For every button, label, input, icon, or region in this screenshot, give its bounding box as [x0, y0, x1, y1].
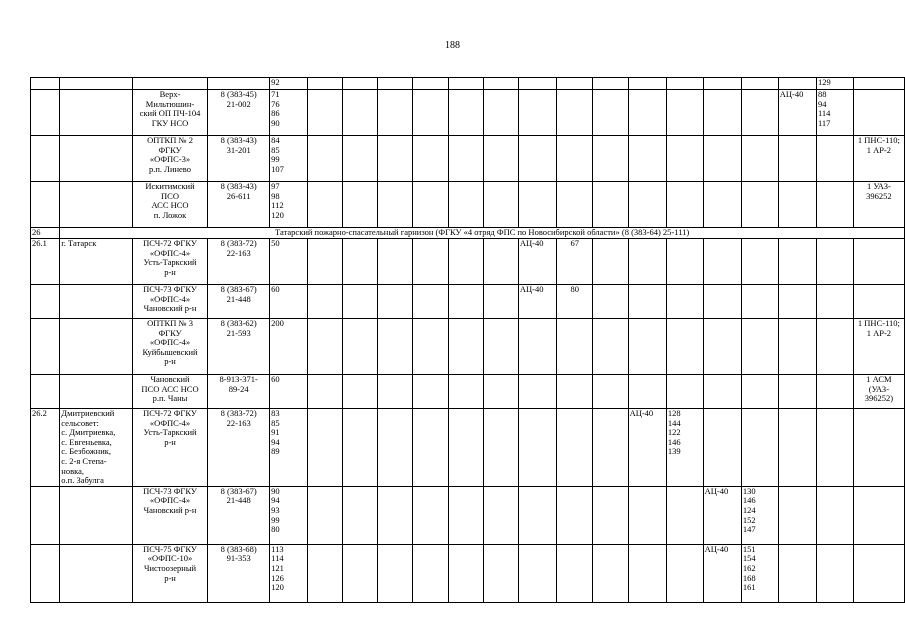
table-cell: 113 114 121 126 120 [270, 544, 308, 602]
table-cell [307, 136, 342, 182]
table-cell [816, 239, 853, 285]
table-cell [666, 375, 703, 409]
table-cell [816, 136, 853, 182]
table-cell [483, 78, 518, 90]
table-cell: 1 ПНС-110; 1 АР-2 [853, 319, 904, 375]
table-cell: 1 АСМ (УАЗ- 396252) [853, 375, 904, 409]
table-cell: 60 [270, 285, 308, 319]
table-row [31, 90, 905, 136]
table-cell [741, 239, 778, 285]
table-cell [666, 136, 703, 182]
table-cell [60, 319, 133, 375]
table-cell: 26 [31, 228, 60, 239]
table-cell [703, 90, 741, 136]
table-cell [557, 486, 593, 544]
table-cell [413, 239, 448, 285]
table-cell [343, 375, 378, 409]
table-row [31, 544, 905, 602]
table-cell [343, 409, 378, 487]
table-cell [703, 409, 741, 487]
table-cell: 8 (383-43) 31-201 [208, 136, 270, 182]
table-cell: 50 [270, 239, 308, 285]
table-cell: ОПТКП № 2 ФГКУ «ОФПС-3» р.п. Линево [132, 136, 207, 182]
table-cell [307, 375, 342, 409]
table-cell [628, 544, 666, 602]
table-cell [413, 319, 448, 375]
table-cell [31, 319, 60, 375]
table-cell [378, 409, 413, 487]
table-cell [778, 182, 816, 228]
table-cell [816, 319, 853, 375]
table-cell [628, 90, 666, 136]
table-cell [31, 136, 60, 182]
table-cell: 92 [270, 78, 308, 90]
table-cell: 80 [557, 285, 593, 319]
table-cell [483, 90, 518, 136]
table-cell [741, 78, 778, 90]
table-cell [628, 375, 666, 409]
table-cell [628, 285, 666, 319]
table-cell [778, 239, 816, 285]
table-cell [448, 544, 483, 602]
table-cell [378, 78, 413, 90]
table-cell [778, 78, 816, 90]
table-cell: 8 (383-67) 21-448 [208, 486, 270, 544]
table-cell: 83 85 91 94 89 [270, 409, 308, 487]
table-cell [343, 136, 378, 182]
table-cell [628, 486, 666, 544]
table-cell [31, 90, 60, 136]
table-cell: ПСЧ-73 ФГКУ «ОФПС-4» Чановский р-н [132, 486, 207, 544]
table-cell [518, 182, 556, 228]
table-cell [132, 78, 207, 90]
table-cell [853, 409, 904, 487]
table-cell [413, 409, 448, 487]
table-cell [483, 182, 518, 228]
table-cell [307, 486, 342, 544]
table-cell [483, 544, 518, 602]
table-cell: Верх- Мильтюшин- ский ОП ПЧ-104 ГКУ НСО [132, 90, 207, 136]
table-cell [343, 285, 378, 319]
table-cell [307, 90, 342, 136]
table-cell [413, 78, 448, 90]
table-cell: 151 154 162 168 161 [741, 544, 778, 602]
table-cell [666, 182, 703, 228]
table-cell [60, 90, 133, 136]
table-row [31, 136, 905, 182]
table-cell [741, 90, 778, 136]
table-cell [628, 319, 666, 375]
table-cell [307, 78, 342, 90]
table-cell [307, 182, 342, 228]
table-cell: АЦ-40 [628, 409, 666, 487]
table-cell [60, 182, 133, 228]
table-cell: 8 (383-72) 22-163 [208, 239, 270, 285]
table-cell [31, 78, 60, 90]
table-cell [853, 239, 904, 285]
table-cell [778, 136, 816, 182]
table-cell [816, 375, 853, 409]
table-cell: ПСЧ-73 ФГКУ «ОФПС-4» Чановский р-н [132, 285, 207, 319]
table-cell [703, 182, 741, 228]
table-cell [448, 409, 483, 487]
table-cell [483, 239, 518, 285]
table-cell [448, 78, 483, 90]
table-cell [557, 375, 593, 409]
table-cell [741, 375, 778, 409]
table-cell: АЦ-40 [778, 90, 816, 136]
table-cell [448, 90, 483, 136]
table-cell [448, 285, 483, 319]
table-cell [483, 375, 518, 409]
table-cell [593, 90, 628, 136]
table-cell [518, 90, 556, 136]
table-cell [343, 486, 378, 544]
table-cell [703, 78, 741, 90]
table-cell: Чановский ПСО АСС НСО р.п. Чаны [132, 375, 207, 409]
table-cell [666, 319, 703, 375]
table-cell [518, 375, 556, 409]
table-cell [593, 544, 628, 602]
table-cell [628, 182, 666, 228]
garrison-table [30, 77, 905, 603]
table-cell [448, 486, 483, 544]
table-cell [778, 486, 816, 544]
table-cell [557, 90, 593, 136]
table-cell [703, 239, 741, 285]
table-cell: АЦ-40 [518, 239, 556, 285]
table-cell [448, 136, 483, 182]
garrison-header-row [31, 228, 905, 239]
table-cell [628, 78, 666, 90]
table-cell [666, 285, 703, 319]
table-cell: 97 98 112 120 [270, 182, 308, 228]
table-cell [593, 319, 628, 375]
table-cell [413, 136, 448, 182]
table-cell [593, 486, 628, 544]
table-cell [483, 486, 518, 544]
table-cell: 60 [270, 375, 308, 409]
table-cell [666, 239, 703, 285]
table-cell [60, 544, 133, 602]
table-cell [483, 409, 518, 487]
table-cell: 8-913-371- 89-24 [208, 375, 270, 409]
table-cell [343, 544, 378, 602]
garrison-title: Татарский пожарно-спасательный гарнизон (ФГКУ «4 отряд ФПС по Новосибирской области» (8 (383-64) 25-111) [60, 228, 905, 239]
table-cell [343, 239, 378, 285]
table-cell: 8 (383-72) 22-163 [208, 409, 270, 487]
table-cell [31, 486, 60, 544]
table-cell: АЦ-40 [703, 486, 741, 544]
table-cell [307, 319, 342, 375]
table-cell [60, 486, 133, 544]
table-cell [378, 285, 413, 319]
table-cell [778, 409, 816, 487]
table-cell [343, 319, 378, 375]
table-cell [343, 182, 378, 228]
table-cell [31, 544, 60, 602]
table-cell [483, 136, 518, 182]
table-cell [593, 285, 628, 319]
table-cell: ПСЧ-72 ФГКУ «ОФПС-4» Усть-Таркский р-н [132, 239, 207, 285]
table-cell [60, 285, 133, 319]
table-cell [448, 239, 483, 285]
table-cell [593, 136, 628, 182]
table-cell [741, 182, 778, 228]
table-cell [593, 182, 628, 228]
page-number: 188 [445, 40, 460, 51]
table-row [31, 319, 905, 375]
table-cell: 8 (383-67) 21-448 [208, 285, 270, 319]
table-cell [378, 136, 413, 182]
table-cell [778, 285, 816, 319]
table-cell [853, 78, 904, 90]
table-cell [60, 375, 133, 409]
table-cell [518, 409, 556, 487]
table-cell: 8 (383-68) 91-353 [208, 544, 270, 602]
table-cell [518, 136, 556, 182]
table-cell: 90 94 93 99 80 [270, 486, 308, 544]
table-cell [378, 182, 413, 228]
table-cell [557, 319, 593, 375]
table-cell [413, 486, 448, 544]
table-cell [778, 319, 816, 375]
table-cell: 8 (383-62) 21-593 [208, 319, 270, 375]
table-cell: 88 94 114 117 [816, 90, 853, 136]
table-cell [628, 136, 666, 182]
table-cell [60, 136, 133, 182]
table-cell [413, 544, 448, 602]
table-cell [60, 78, 133, 90]
table-row [31, 78, 905, 90]
table-cell: 1 ПНС-110; 1 АР-2 [853, 136, 904, 182]
table-cell [413, 90, 448, 136]
table-cell: 130 146 124 152 147 [741, 486, 778, 544]
table-cell [31, 285, 60, 319]
table-cell: 8 (383-45) 21-002 [208, 90, 270, 136]
table-cell [343, 78, 378, 90]
table-cell [816, 182, 853, 228]
table-cell [343, 90, 378, 136]
table-cell: АЦ-40 [518, 285, 556, 319]
table-row [31, 375, 905, 409]
table-cell [741, 136, 778, 182]
table-cell [666, 90, 703, 136]
table-row [31, 239, 905, 285]
table-cell [557, 78, 593, 90]
table-cell: 200 [270, 319, 308, 375]
table-cell [703, 319, 741, 375]
table-cell [816, 486, 853, 544]
table-cell [307, 285, 342, 319]
table-cell [593, 409, 628, 487]
table-cell [31, 375, 60, 409]
table-cell [208, 78, 270, 90]
table-row [31, 182, 905, 228]
table-cell [593, 78, 628, 90]
table-cell: 8 (383-43) 26-611 [208, 182, 270, 228]
table-cell [448, 182, 483, 228]
table-cell [31, 182, 60, 228]
table-cell [666, 78, 703, 90]
table-cell [378, 486, 413, 544]
table-cell [378, 90, 413, 136]
table-cell [557, 544, 593, 602]
table-cell [557, 409, 593, 487]
table-cell [557, 182, 593, 228]
table-cell [413, 285, 448, 319]
table-cell [413, 375, 448, 409]
table-cell [378, 375, 413, 409]
table-cell: 71 76 86 90 [270, 90, 308, 136]
table-cell [483, 319, 518, 375]
table-cell [557, 136, 593, 182]
table-cell [378, 239, 413, 285]
table-cell [853, 544, 904, 602]
table-cell [816, 544, 853, 602]
table-cell [741, 409, 778, 487]
table-cell [628, 239, 666, 285]
table-cell [666, 486, 703, 544]
table-cell: 26.2 [31, 409, 60, 487]
table-cell [448, 375, 483, 409]
table-cell [853, 285, 904, 319]
table-cell [378, 544, 413, 602]
table-cell [413, 182, 448, 228]
table-cell [703, 375, 741, 409]
table-cell [307, 409, 342, 487]
table-cell [378, 319, 413, 375]
table-cell [703, 285, 741, 319]
table-cell [778, 544, 816, 602]
table-cell [307, 239, 342, 285]
table-cell [666, 544, 703, 602]
table-cell: 26.1 [31, 239, 60, 285]
table-cell: ПСЧ-72 ФГКУ «ОФПС-4» Усть-Таркский р-н [132, 409, 207, 487]
table-cell [518, 486, 556, 544]
table-row [31, 486, 905, 544]
table-cell [518, 78, 556, 90]
table-cell [741, 319, 778, 375]
table-cell [518, 319, 556, 375]
table-cell [853, 90, 904, 136]
table-cell [593, 375, 628, 409]
table-cell [593, 239, 628, 285]
table-row [31, 409, 905, 487]
table-cell [853, 486, 904, 544]
table-cell: Искитимский ПСО АСС НСО п. Ложок [132, 182, 207, 228]
table-cell: 1 УАЗ- 396252 [853, 182, 904, 228]
table-row [31, 285, 905, 319]
table-cell: Дмитриевский сельсовет: с. Дмитриевка, с. Евгеньевка, с. Безбожник, с. 2-я Степа- новка, о.п. Забулга [60, 409, 133, 487]
table-cell: ПСЧ-75 ФГКУ «ОФПС-10» Чистоозерный р-н [132, 544, 207, 602]
table-cell [778, 375, 816, 409]
table-cell [518, 544, 556, 602]
table-cell [816, 285, 853, 319]
table-cell: 84 85 99 107 [270, 136, 308, 182]
table-cell: АЦ-40 [703, 544, 741, 602]
table-cell: 67 [557, 239, 593, 285]
table-cell [307, 544, 342, 602]
table-cell: ОПТКП № 3 ФГКУ «ОФПС-4» Куйбышевский р-н [132, 319, 207, 375]
table-cell [483, 285, 518, 319]
table-cell: 128 144 122 146 139 [666, 409, 703, 487]
table-cell [703, 136, 741, 182]
table-cell [741, 285, 778, 319]
table-cell: г. Татарск [60, 239, 133, 285]
table-cell [816, 409, 853, 487]
table-cell: 129 [816, 78, 853, 90]
table-cell [448, 319, 483, 375]
